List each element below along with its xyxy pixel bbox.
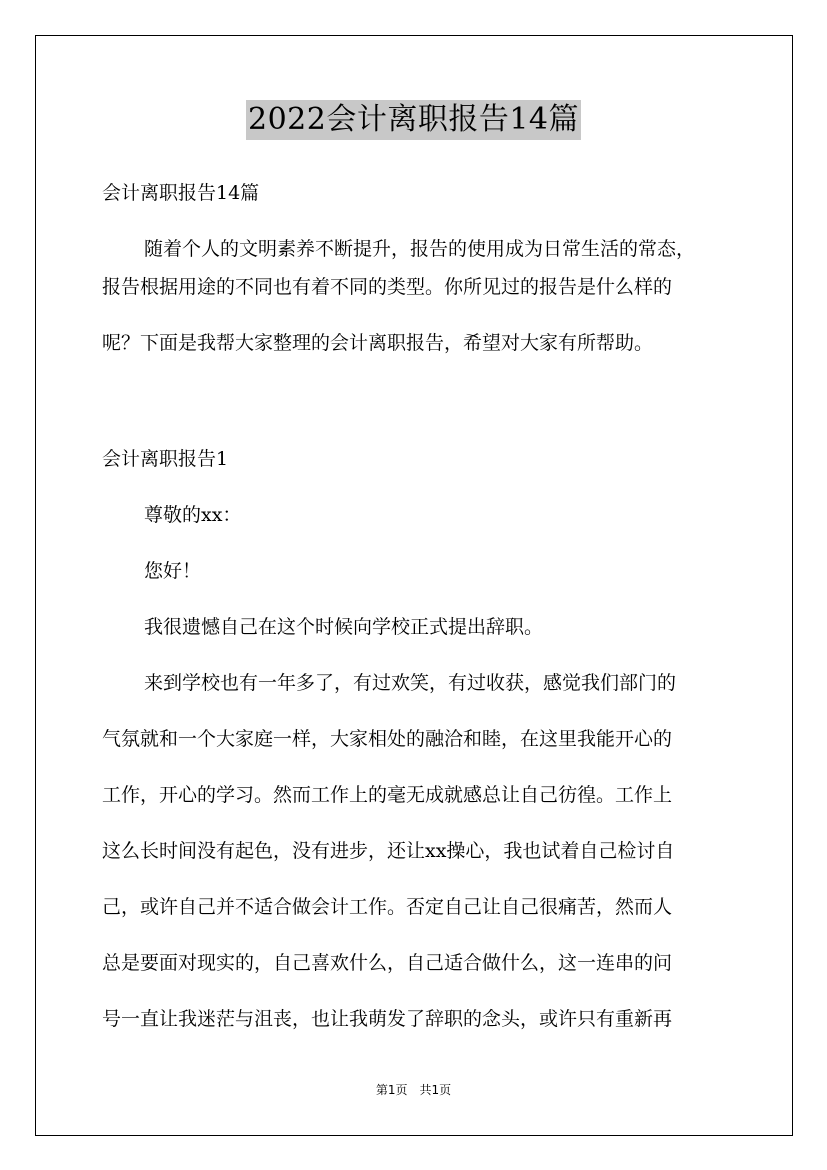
title-wrap bbox=[0, 100, 827, 140]
intro-line: 随着个人的文明素养不断提升，报告的使用成为日常生活的常态， bbox=[144, 238, 696, 260]
intro-line: 报告根据用途的不同也有着不同的类型。你所见过的报告是什么样的 bbox=[102, 276, 673, 298]
intro-line: 呢？下面是我帮大家整理的会计离职报告，希望对大家有所帮助。 bbox=[102, 332, 654, 354]
paragraph-2-line: 这么长时间没有起色，没有进步，还让xx操心，我也试着自己检讨自 bbox=[102, 840, 675, 862]
paragraph-2-line: 工作，开心的学习。然而工作上的毫无成就感总让自己彷徨。工作上 bbox=[102, 784, 673, 806]
document-title: 2022会计离职报告14篇 bbox=[246, 100, 581, 140]
blank-line bbox=[102, 400, 726, 440]
page-footer: 第1页 共1页 bbox=[375, 1083, 452, 1097]
document-body bbox=[102, 174, 726, 1038]
section-heading: 会计离职报告1 bbox=[102, 448, 229, 470]
paragraph-2-line: 己，或许自己并不适合做会计工作。否定自己让自己很痛苦，然而人 bbox=[102, 896, 673, 918]
greeting: 您好！ bbox=[144, 560, 202, 582]
paragraph-1: 我很遗憾自己在这个时候向学校正式提出辞职。 bbox=[144, 616, 544, 638]
document-subtitle: 会计离职报告14篇 bbox=[102, 182, 260, 204]
paragraph-2-line: 气氛就和一个大家庭一样，大家相处的融洽和睦，在这里我能开心的 bbox=[102, 728, 673, 750]
paragraph-2-line: 总是要面对现实的，自己喜欢什么，自己适合做什么，这一连串的问 bbox=[102, 952, 673, 974]
paragraph-2-line: 号一直让我迷茫与沮丧，也让我萌发了辞职的念头，或许只有重新再 bbox=[102, 1008, 673, 1030]
paragraph-2-line: 来到学校也有一年多了，有过欢笑，有过收获，感觉我们部门的 bbox=[144, 672, 677, 694]
blank-line bbox=[102, 362, 726, 400]
salutation: 尊敬的xx： bbox=[144, 504, 242, 526]
